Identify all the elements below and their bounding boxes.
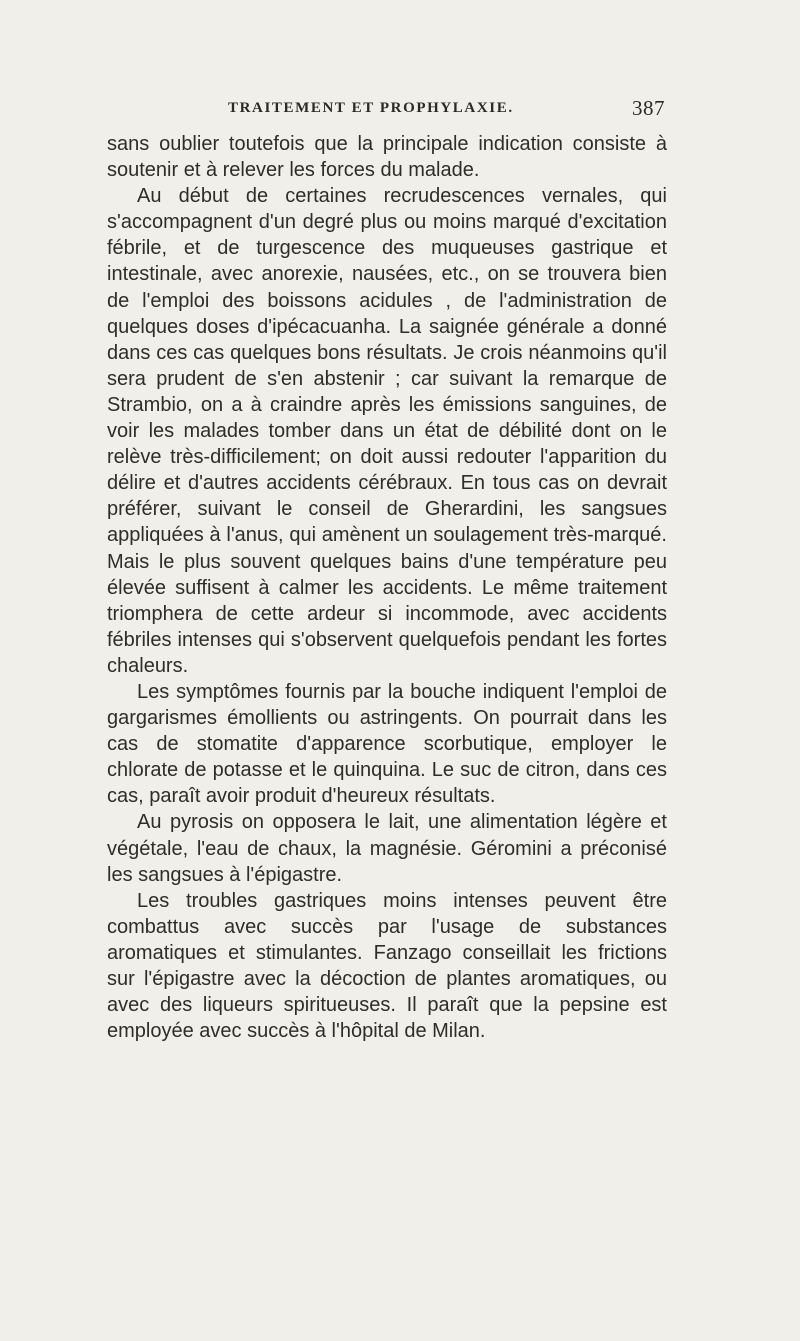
page-number: 387: [632, 96, 665, 120]
body-text: [107, 131, 667, 1044]
paragraph: Au début de certaines recrudescences vernales, qui s'accompagnent d'un degré plus ou moins marqué d'excitation fébrile, et de turgescence des muqueuses gastrique et intestinale, avec anorexie, nausées, etc., on se trouvera bien de l'emploi des boissons acidules , de l'administration de quelques doses d'ipécacuanha. La saignée générale a donné dans ces cas quelques bons résultats. Je crois néanmoins qu'il sera prudent de s'en abstenir ; car suivant la remarque de Strambio, on a à craindre après les émissions sanguines, de voir les malades tomber dans un état de débilité dont on le relève très-difficilement; on doit aussi redouter l'apparition du délire et d'autres accidents cérébraux. En tous cas on devrait préférer, suivant le conseil de Gherardini, les sangsues appliquées à l'anus, qui amènent un soulagement très-marqué. Mais le plus souvent quelques bains d'une température peu élevée suffisent à calmer les accidents. Le même traitement triomphera de cette ardeur si incommode, avec accidents fébriles intenses qui s'observent quelquefois pendant les fortes chaleurs.: [107, 185, 667, 677]
page-header: [228, 96, 665, 126]
running-head: TRAITEMENT ET PROPHYLAXIE.: [228, 100, 514, 116]
paragraph: sans oublier toutefois que la principale indication consiste à soutenir et à relever les forces du malade.: [107, 133, 667, 182]
paragraph: Les troubles gastriques moins intenses peuvent être combattus avec succès par l'usage de substances aromatiques et stimulantes. Fanzago conseillait les frictions sur l'épigastre avec la décoction de plantes aromatiques, ou avec des liqueurs spiritueuses. Il paraît que la pepsine est employée avec succès à l'hôpital de Milan.: [107, 889, 667, 1043]
paragraph: Les symptômes fournis par la bouche indiquent l'emploi de gargarismes émollients ou astringents. On pourrait dans les cas de stomatite d'apparence scorbutique, employer le chlorate de potasse et le quinquina. Le suc de citron, dans ces cas, paraît avoir produit d'heureux résultats.: [107, 680, 667, 808]
paragraph: Au pyrosis on opposera le lait, une alimentation légère et végétale, l'eau de chaux, la magnésie. Géromini a préconisé les sangsues à l'épigastre.: [107, 811, 667, 886]
